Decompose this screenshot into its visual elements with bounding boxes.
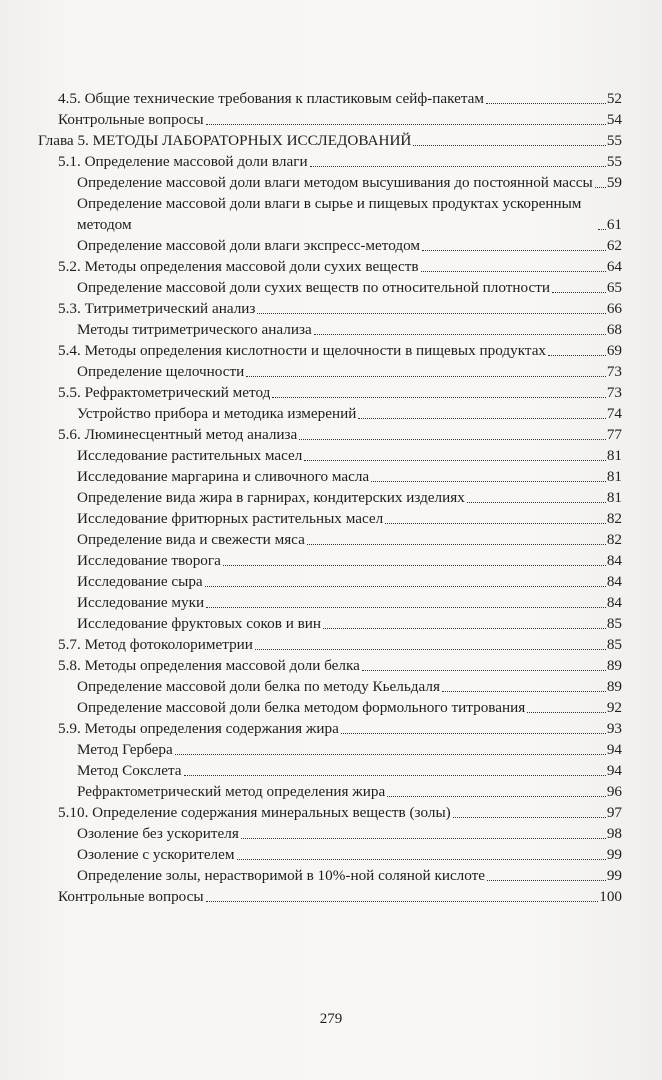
toc-entry — [38, 697, 622, 718]
dot-leader — [205, 586, 606, 587]
dot-leader — [487, 880, 606, 881]
toc-entry — [38, 781, 622, 802]
dot-leader — [442, 691, 606, 692]
toc-entry — [38, 445, 622, 466]
toc-entry-title: Определение массовой доли белка по методу Кьельдаля — [77, 678, 440, 695]
toc-entry — [38, 592, 622, 613]
dot-leader — [413, 145, 605, 146]
toc-entry-title: Озоление без ускорителя — [77, 825, 239, 842]
dot-leader — [453, 817, 606, 818]
toc-entry-title: Определение массовой доли влаги экспресс-методом — [77, 237, 421, 254]
toc-entry-title: 4.5. Общие технические требования к пластиковым сейф-пакетам — [58, 90, 485, 107]
table-of-contents — [38, 88, 622, 907]
dot-leader — [387, 796, 606, 797]
dot-leader — [486, 103, 606, 104]
toc-entry — [38, 529, 622, 550]
toc-entry-page: 89 — [606, 657, 622, 674]
toc-entry — [38, 508, 622, 529]
toc-entry-title: 5.3. Титриметрический анализ — [58, 300, 256, 317]
toc-entry — [38, 571, 622, 592]
dot-leader — [467, 502, 606, 503]
toc-entry-title: Определение массовой доли влаги в сырье и пищевых продуктах ускоренным методом — [77, 195, 582, 233]
toc-entry — [38, 151, 622, 172]
toc-entry-page: 55 — [606, 153, 622, 170]
toc-entry — [38, 865, 622, 886]
toc-entry-title: Контрольные вопросы — [58, 111, 204, 128]
toc-entry-page: 97 — [606, 804, 622, 821]
dot-leader — [552, 292, 606, 293]
toc-entry-title: Методы титриметрического анализа — [77, 321, 312, 338]
toc-entry — [38, 760, 622, 781]
toc-entry-title: 5.7. Метод фотоколориметрии — [58, 636, 253, 653]
toc-entry-page: 55 — [606, 132, 622, 149]
toc-entry-title: 5.8. Методы определения массовой доли белка — [58, 657, 360, 674]
toc-entry — [38, 613, 622, 634]
toc-entry-page: 66 — [606, 300, 622, 317]
toc-entry-title: Исследование муки — [77, 594, 205, 611]
toc-entry — [38, 718, 622, 739]
toc-entry — [38, 466, 622, 487]
toc-entry-page: 81 — [606, 489, 622, 506]
toc-entry-page: 82 — [606, 531, 622, 548]
toc-entry-title: Рефрактометрический метод определения жира — [77, 783, 386, 800]
toc-entry-page: 73 — [606, 363, 622, 380]
toc-entry — [38, 802, 622, 823]
toc-entry — [38, 319, 622, 340]
toc-entry-title: 5.10. Определение содержания минеральных веществ (золы) — [58, 804, 451, 821]
toc-entry-title: Определение массовой доли сухих веществ по относительной плотности — [77, 279, 550, 296]
toc-entry — [38, 109, 622, 130]
toc-entry — [38, 235, 622, 256]
dot-leader — [257, 313, 605, 314]
toc-entry-page: 84 — [606, 552, 622, 569]
dot-leader — [304, 460, 605, 461]
toc-entry — [38, 298, 622, 319]
dot-leader — [310, 166, 606, 167]
toc-entry — [38, 886, 622, 907]
toc-entry — [38, 340, 622, 361]
toc-entry — [38, 88, 622, 109]
toc-entry-page: 96 — [606, 783, 622, 800]
toc-entry-page: 54 — [606, 111, 622, 128]
toc-entry — [38, 739, 622, 760]
toc-entry-page: 69 — [606, 342, 622, 359]
toc-entry-page: 92 — [606, 699, 622, 716]
toc-entry-page: 84 — [606, 573, 622, 590]
dot-leader — [175, 754, 606, 755]
toc-entry-title: Метод Гербера — [77, 741, 173, 758]
toc-entry-page: 85 — [606, 636, 622, 653]
toc-entry-page: 81 — [606, 447, 622, 464]
toc-entry-page: 93 — [606, 720, 622, 737]
toc-entry — [38, 172, 622, 193]
toc-entry — [38, 550, 622, 571]
dot-leader — [358, 418, 605, 419]
toc-entry-title: Контрольные вопросы — [58, 888, 204, 905]
toc-entry-page: 77 — [606, 426, 622, 443]
toc-entry-page: 94 — [606, 762, 622, 779]
toc-entry — [38, 361, 622, 382]
dot-leader — [362, 670, 606, 671]
dot-leader — [422, 250, 606, 251]
toc-entry — [38, 823, 622, 844]
toc-entry-page: 59 — [606, 174, 622, 191]
toc-entry-page: 61 — [606, 216, 622, 233]
toc-entry — [38, 655, 622, 676]
toc-entry-title: Определение щелочности — [77, 363, 245, 380]
toc-entry — [38, 634, 622, 655]
dot-leader — [255, 649, 606, 650]
page-number: 279 — [319, 1011, 343, 1027]
toc-entry-title: Определение массовой доли белка методом формольного титрования — [77, 699, 526, 716]
dot-leader — [241, 838, 606, 839]
dot-leader — [272, 397, 605, 398]
dot-leader — [299, 439, 606, 440]
dot-leader — [237, 859, 606, 860]
toc-entry-title: Исследование фритюрных растительных масел — [77, 510, 384, 527]
toc-entry-title: 5.9. Методы определения содержания жира — [58, 720, 339, 737]
toc-entry — [38, 193, 622, 235]
dot-leader — [314, 334, 606, 335]
toc-entry — [38, 424, 622, 445]
toc-entry-page: 52 — [606, 90, 622, 107]
toc-entry-title: 5.6. Люминесцентный метод анализа — [58, 426, 298, 443]
toc-entry-title: Определение золы, нерастворимой в 10%-ной соляной кислоте — [77, 867, 486, 884]
toc-entry — [38, 676, 622, 697]
dot-leader — [206, 901, 599, 902]
toc-entry-page: 64 — [606, 258, 622, 275]
dot-leader — [371, 481, 606, 482]
dot-leader — [307, 544, 606, 545]
toc-chapter-heading — [38, 130, 622, 151]
dot-leader — [323, 628, 606, 629]
dot-leader — [548, 355, 606, 356]
toc-entry-page: 99 — [606, 846, 622, 863]
dot-leader — [421, 271, 606, 272]
dot-leader — [206, 124, 606, 125]
toc-entry-page: 74 — [606, 405, 622, 422]
toc-entry — [38, 487, 622, 508]
toc-entry-page: 73 — [606, 384, 622, 401]
toc-entry-page: 94 — [606, 741, 622, 758]
toc-entry-page: 89 — [606, 678, 622, 695]
toc-entry-page: 98 — [606, 825, 622, 842]
toc-entry-title: Метод Сокслета — [77, 762, 182, 779]
toc-entry-title: Определение вида и свежести мяса — [77, 531, 305, 548]
toc-entry — [38, 277, 622, 298]
toc-entry-title: Исследование фруктовых соков и вин — [77, 615, 322, 632]
dot-leader — [527, 712, 606, 713]
toc-entry-title: Устройство прибора и методика измерений — [77, 405, 357, 422]
dot-leader — [598, 229, 606, 230]
toc-entry-page: 81 — [606, 468, 622, 485]
dot-leader — [595, 187, 606, 188]
toc-entry-page: 99 — [606, 867, 622, 884]
toc-entry — [38, 403, 622, 424]
toc-entry-title: Исследование маргарина и сливочного масла — [77, 468, 370, 485]
toc-entry-page: 82 — [606, 510, 622, 527]
toc-entry-title: Глава 5. МЕТОДЫ ЛАБОРАТОРНЫХ ИССЛЕДОВАНИЙ — [38, 132, 412, 149]
dot-leader — [184, 775, 606, 776]
toc-entry — [38, 382, 622, 403]
dot-leader — [246, 376, 606, 377]
toc-entry-page: 68 — [606, 321, 622, 338]
toc-entry-title: 5.4. Методы определения кислотности и щелочности в пищевых продуктах — [58, 342, 547, 359]
toc-entry-title: 5.1. Определение массовой доли влаги — [58, 153, 308, 170]
toc-entry-page: 85 — [606, 615, 622, 632]
toc-entry-page: 84 — [606, 594, 622, 611]
toc-entry-page: 62 — [606, 237, 622, 254]
toc-entry-title: 5.5. Рефрактометрический метод — [58, 384, 271, 401]
dot-leader — [206, 607, 606, 608]
toc-entry-page: 100 — [599, 888, 622, 905]
toc-entry-title: Определение массовой доли влаги методом высушивания до постоянной массы — [77, 174, 593, 191]
toc-entry-title: Озоление с ускорителем — [77, 846, 235, 863]
toc-entry-title: Исследование творога — [77, 552, 221, 569]
dot-leader — [341, 733, 606, 734]
toc-entry-title: Исследование растительных масел — [77, 447, 303, 464]
dot-leader — [385, 523, 606, 524]
toc-entry — [38, 256, 622, 277]
toc-entry-title: 5.2. Методы определения массовой доли сухих веществ — [58, 258, 419, 275]
toc-entry-page: 65 — [606, 279, 622, 296]
toc-entry-title: Определение вида жира в гарнирах, кондитерских изделиях — [77, 489, 465, 506]
dot-leader — [223, 565, 606, 566]
toc-entry — [38, 844, 622, 865]
toc-entry-title: Исследование сыра — [77, 573, 203, 590]
